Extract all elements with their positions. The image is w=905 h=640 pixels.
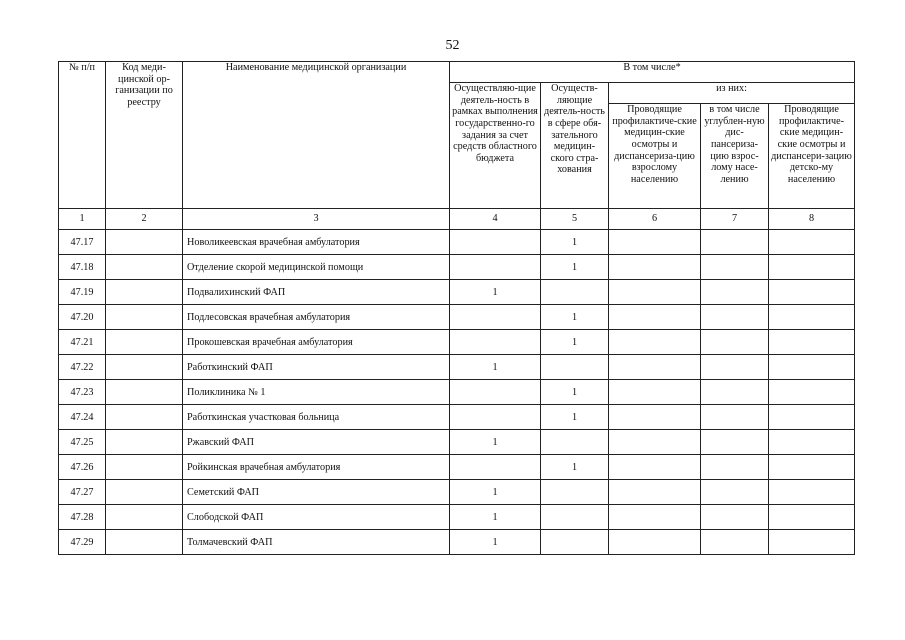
child-checkups-cell (769, 255, 855, 280)
child-checkups-cell (769, 230, 855, 255)
table-row (59, 480, 855, 505)
adult-checkups-cell (609, 230, 701, 255)
child-checkups-cell (769, 280, 855, 305)
medical-organizations-table (58, 61, 855, 555)
registry-code-cell (106, 455, 183, 480)
adult-checkups-cell (609, 380, 701, 405)
row-number-cell: 47.23 (59, 380, 106, 405)
registry-code-cell (106, 355, 183, 380)
table-row (59, 530, 855, 555)
row-number-cell: 47.26 (59, 455, 106, 480)
table-row (59, 355, 855, 380)
mandatory-insurance-cell (541, 430, 609, 455)
row-number-cell: 47.24 (59, 405, 106, 430)
table-row (59, 330, 855, 355)
in-depth-checkups-cell (701, 355, 769, 380)
header-mandatory-insurance: Осуществ-ляющие деятель-ность в сфере обя-зательного медицин-ского стра-хования (541, 83, 609, 209)
state-assignment-cell: 1 (450, 355, 541, 380)
registry-code-cell (106, 480, 183, 505)
mandatory-insurance-cell (541, 355, 609, 380)
mandatory-insurance-cell: 1 (541, 255, 609, 280)
registry-code-cell (106, 505, 183, 530)
row-number-cell: 47.25 (59, 430, 106, 455)
table-row (59, 430, 855, 455)
in-depth-checkups-cell (701, 405, 769, 430)
adult-checkups-cell (609, 530, 701, 555)
state-assignment-cell (450, 330, 541, 355)
header-registry-code: Код меди-цинской ор-ганизации по реестру (106, 62, 183, 209)
table-row (59, 280, 855, 305)
row-number-cell: 47.17 (59, 230, 106, 255)
column-number: 3 (183, 209, 450, 230)
column-numbers-row (59, 209, 855, 230)
organization-name-cell: Семетский ФАП (183, 480, 450, 505)
organization-name-cell: Толмачевский ФАП (183, 530, 450, 555)
mandatory-insurance-cell: 1 (541, 330, 609, 355)
state-assignment-cell: 1 (450, 530, 541, 555)
mandatory-insurance-cell: 1 (541, 405, 609, 430)
table-row (59, 505, 855, 530)
column-number: 7 (701, 209, 769, 230)
table-row (59, 305, 855, 330)
mandatory-insurance-cell (541, 280, 609, 305)
organization-name-cell: Ржавский ФАП (183, 430, 450, 455)
header-of-them-group: из них: (609, 83, 855, 104)
mandatory-insurance-cell: 1 (541, 380, 609, 405)
in-depth-checkups-cell (701, 280, 769, 305)
in-depth-checkups-cell (701, 530, 769, 555)
row-number-cell: 47.19 (59, 280, 106, 305)
in-depth-checkups-cell (701, 230, 769, 255)
state-assignment-cell: 1 (450, 505, 541, 530)
in-depth-checkups-cell (701, 380, 769, 405)
row-number-cell: 47.29 (59, 530, 106, 555)
table-body (59, 230, 855, 555)
header-row-number: № п/п (59, 62, 106, 209)
in-depth-checkups-cell (701, 255, 769, 280)
child-checkups-cell (769, 405, 855, 430)
in-depth-checkups-cell (701, 505, 769, 530)
adult-checkups-cell (609, 280, 701, 305)
header-child-checkups: Проводящие профилактиче-ские медицин-ские осмотры и диспансери-зацию детско-му населению (769, 104, 855, 209)
registry-code-cell (106, 305, 183, 330)
column-number: 8 (769, 209, 855, 230)
column-number: 5 (541, 209, 609, 230)
child-checkups-cell (769, 330, 855, 355)
organization-name-cell: Ройкинская врачебная амбулатория (183, 455, 450, 480)
mandatory-insurance-cell (541, 530, 609, 555)
child-checkups-cell (769, 455, 855, 480)
table-row (59, 380, 855, 405)
header-in-depth-checkups: в том числе углублен-ную дис-пансериза-цию взрос-лому насе-лению (701, 104, 769, 209)
state-assignment-cell: 1 (450, 480, 541, 505)
adult-checkups-cell (609, 505, 701, 530)
organization-name-cell: Отделение скорой медицинской помощи (183, 255, 450, 280)
registry-code-cell (106, 530, 183, 555)
mandatory-insurance-cell (541, 505, 609, 530)
registry-code-cell (106, 280, 183, 305)
state-assignment-cell (450, 380, 541, 405)
child-checkups-cell (769, 530, 855, 555)
adult-checkups-cell (609, 305, 701, 330)
table-row (59, 455, 855, 480)
mandatory-insurance-cell: 1 (541, 230, 609, 255)
registry-code-cell (106, 230, 183, 255)
state-assignment-cell (450, 455, 541, 480)
mandatory-insurance-cell: 1 (541, 455, 609, 480)
row-number-cell: 47.20 (59, 305, 106, 330)
registry-code-cell (106, 255, 183, 280)
mandatory-insurance-cell: 1 (541, 305, 609, 330)
adult-checkups-cell (609, 255, 701, 280)
registry-code-cell (106, 430, 183, 455)
row-number-cell: 47.22 (59, 355, 106, 380)
column-number: 6 (609, 209, 701, 230)
table-row (59, 230, 855, 255)
state-assignment-cell (450, 255, 541, 280)
adult-checkups-cell (609, 330, 701, 355)
row-number-cell: 47.27 (59, 480, 106, 505)
organization-name-cell: Работкинский ФАП (183, 355, 450, 380)
adult-checkups-cell (609, 355, 701, 380)
child-checkups-cell (769, 505, 855, 530)
header-organization-name: Наименование медицинской организации (183, 62, 450, 209)
child-checkups-cell (769, 380, 855, 405)
adult-checkups-cell (609, 405, 701, 430)
column-number: 4 (450, 209, 541, 230)
state-assignment-cell (450, 405, 541, 430)
adult-checkups-cell (609, 430, 701, 455)
registry-code-cell (106, 330, 183, 355)
header-including-group: В том числе* (450, 62, 855, 83)
organization-name-cell: Слободской ФАП (183, 505, 450, 530)
child-checkups-cell (769, 305, 855, 330)
header-state-assignment: Осуществляю-щие деятель-ность в рамках выполнения государственно-го задания за счет средств областного бюджета (450, 83, 541, 209)
row-number-cell: 47.18 (59, 255, 106, 280)
in-depth-checkups-cell (701, 330, 769, 355)
column-number: 1 (59, 209, 106, 230)
organization-name-cell: Работкинская участковая больница (183, 405, 450, 430)
organization-name-cell: Новоликеевская врачебная амбулатория (183, 230, 450, 255)
in-depth-checkups-cell (701, 430, 769, 455)
child-checkups-cell (769, 480, 855, 505)
child-checkups-cell (769, 355, 855, 380)
page-number: 52 (445, 38, 460, 53)
in-depth-checkups-cell (701, 455, 769, 480)
organization-name-cell: Подлесовская врачебная амбулатория (183, 305, 450, 330)
organization-name-cell: Прокошевская врачебная амбулатория (183, 330, 450, 355)
organization-name-cell: Подвалихинский ФАП (183, 280, 450, 305)
header-adult-checkups: Проводящие профилактиче-ские медицин-ские осмотры и диспансериза-цию взрослому населению (609, 104, 701, 209)
child-checkups-cell (769, 430, 855, 455)
adult-checkups-cell (609, 455, 701, 480)
row-number-cell: 47.21 (59, 330, 106, 355)
column-number: 2 (106, 209, 183, 230)
table-row (59, 255, 855, 280)
in-depth-checkups-cell (701, 480, 769, 505)
registry-code-cell (106, 380, 183, 405)
row-number-cell: 47.28 (59, 505, 106, 530)
adult-checkups-cell (609, 480, 701, 505)
table-row (59, 405, 855, 430)
state-assignment-cell: 1 (450, 280, 541, 305)
organization-name-cell: Поликлиника № 1 (183, 380, 450, 405)
state-assignment-cell (450, 305, 541, 330)
mandatory-insurance-cell (541, 480, 609, 505)
state-assignment-cell: 1 (450, 430, 541, 455)
registry-code-cell (106, 405, 183, 430)
in-depth-checkups-cell (701, 305, 769, 330)
state-assignment-cell (450, 230, 541, 255)
table-header (59, 62, 855, 230)
